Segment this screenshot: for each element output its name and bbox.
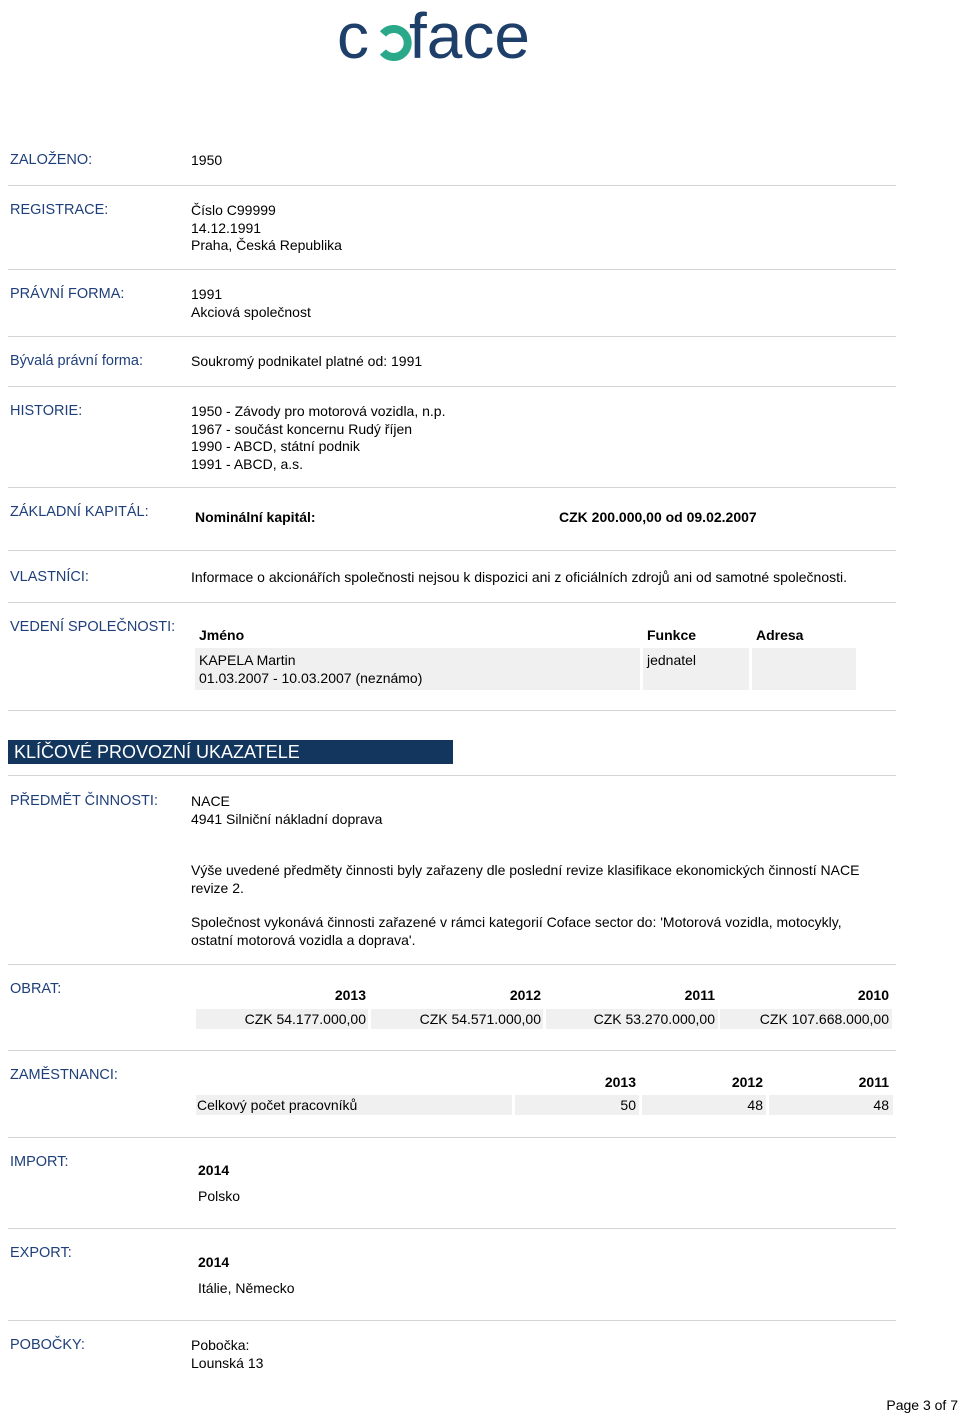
logo-text: c [337,0,369,70]
divider [8,487,896,488]
divider [8,710,896,711]
nominal-capital-value: CZK 200.000,00 od 09.02.2007 [559,509,757,525]
management-header-name: Jméno [199,627,245,643]
business-activity-value: NACE 4941 Silniční nákladní doprava [191,793,383,827]
import-value: Polsko [198,1188,241,1204]
management-person [199,652,422,687]
divider [8,1320,896,1321]
nace-note: Výše uvedené předměty činnosti byly zařazeny dle poslední revize klasifikace ekonomických činností NACE revize 2. [191,862,860,896]
logo-accent-arc [383,29,408,57]
turnover-value: CZK 53.270.000,00 [593,1011,715,1027]
divider [8,269,896,270]
person-period: 01.03.2007 - 10.03.2007 (neznámo) [199,669,423,686]
founded-value: 1950 [191,152,223,168]
employees-year: 2013 [604,1074,636,1090]
person-name: KAPELA Martin [199,652,296,668]
turnover-year: 2013 [334,987,366,1003]
branches-label: POBOČKY: [10,1337,85,1353]
turnover-label: OBRAT: [10,981,62,997]
former-legal-form-value: Soukromý podnikatel platné od: 1991 [191,353,423,369]
turnover-value: CZK 54.177.000,00 [244,1011,366,1027]
management-cell-address [752,648,856,690]
export-value: Itálie, Německo [198,1280,295,1296]
history-label: HISTORIE: [10,403,83,419]
management-header-address: Adresa [756,627,804,643]
founded-label: ZALOŽENO: [10,152,93,168]
nominal-capital-label: Nominální kapitál: [195,509,316,525]
divider [8,1228,896,1229]
divider [8,964,896,965]
turnover-year: 2012 [509,987,541,1003]
divider [8,185,896,186]
former-legal-form-label: Bývalá právní forma: [10,353,143,369]
owners-value: Informace o akcionářích společnosti nejsou k dispozici ani z oficiálních zdrojů ani od samotné společnosti. [191,569,848,585]
registration-label: REGISTRACE: [10,202,109,218]
turnover-value: CZK 107.668.000,00 [759,1011,889,1027]
employees-year: 2012 [731,1074,763,1090]
management-header-function: Funkce [647,627,697,643]
owners-label: VLASTNÍCI: [10,569,89,585]
turnover-year: 2010 [857,987,889,1003]
history-value: 1950 - Závody pro motorová vozidla, n.p. 1967 - součást koncernu Rudý říjen 1990 - ABCD, státní podnik 1991 - ABCD, a.s. [191,403,446,472]
turnover-value: CZK 54.571.000,00 [419,1011,541,1027]
branches-value: Pobočka: Lounská 13 [191,1337,264,1371]
coface-sector-note: Společnost vykonává činnosti zařazené v rámci kategorií Coface sector do: 'Motorová vozidla, motocykly, ostatní motorová vozidla a doprava'. [191,914,842,948]
employees-label: ZAMĚSTNANCI: [10,1067,118,1083]
export-label: EXPORT: [10,1245,72,1261]
import-year: 2014 [198,1162,230,1178]
management-label: VEDENÍ SPOLEČNOSTI: [10,619,176,635]
divider [8,775,896,776]
employees-year: 2011 [858,1074,889,1090]
legal-form-value: 1991 Akciová společnost [191,286,311,320]
page-number: Page 3 of 7 [886,1397,958,1413]
divider [8,386,896,387]
legal-form-label: PRÁVNÍ FORMA: [10,286,125,302]
capital-label: ZÁKLADNÍ KAPITÁL: [10,504,149,520]
export-year: 2014 [198,1254,230,1270]
person-function: jednatel [647,652,697,668]
divider [8,1137,896,1138]
business-activity-label: PŘEDMĚT ČINNOSTI: [10,793,158,809]
section-banner: KLÍČOVÉ PROVOZNÍ UKAZATELE [8,740,453,764]
employees-value: 50 [620,1097,636,1113]
divider [8,550,896,551]
import-label: IMPORT: [10,1154,69,1170]
divider [8,1050,896,1051]
employees-row-label: Celkový počet pracovníků [197,1097,358,1113]
svg-text:face: face [409,0,530,70]
coface-logo [335,0,570,70]
divider [8,602,896,603]
turnover-year: 2011 [684,987,715,1003]
registration-value: Číslo C99999 14.12.1991 Praha, Česká Republika [191,202,342,253]
employees-value: 48 [747,1097,763,1113]
employees-value: 48 [873,1097,889,1113]
divider [8,336,896,337]
